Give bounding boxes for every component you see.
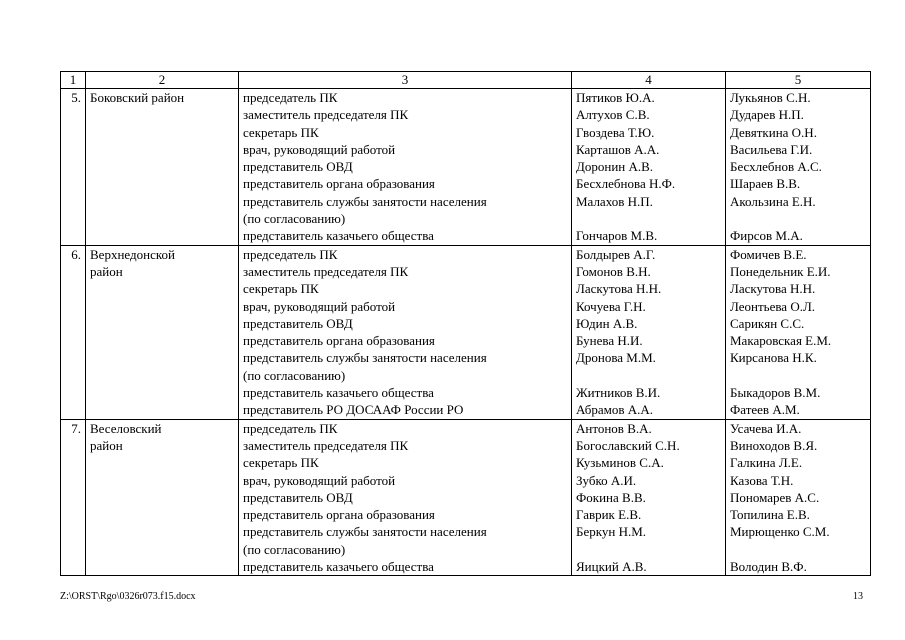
table-row: [61, 245, 871, 419]
role-list: [239, 419, 572, 576]
role-list-line: заместитель председателя ПК: [243, 107, 409, 123]
role-list-line: заместитель председателя ПК: [243, 263, 409, 279]
district-name: [86, 89, 239, 246]
reserve-member-list-line: Сарикян С.С.: [730, 315, 805, 331]
role-list-line: представитель казачьего общества: [243, 228, 434, 244]
commission-table: [60, 71, 871, 576]
role-list: [239, 89, 572, 246]
district-name-line: Боковский район: [90, 90, 185, 105]
role-list: [239, 245, 572, 419]
main-member-list: [572, 419, 726, 576]
role-list-line: представитель казачьего общества: [243, 559, 434, 575]
reserve-member-list-line: Галкина Л.Е.: [730, 455, 803, 471]
main-member-list-line: Гомонов В.Н.: [576, 263, 651, 279]
role-list-line: представитель РО ДОСААФ России РО: [243, 402, 464, 418]
role-list-line: представитель органа образования: [243, 333, 435, 349]
header-cell-2: 2: [86, 72, 239, 89]
main-member-list-line: Бесхлебнова Н.Ф.: [576, 176, 676, 192]
main-member-list-line: Абрамов А.А.: [576, 402, 654, 418]
role-list-line: секретарь ПК: [243, 124, 319, 140]
role-list-line: председатель ПК: [243, 246, 338, 262]
reserve-member-list-line: Шараев В.В.: [730, 176, 801, 192]
reserve-member-list-line: [730, 541, 866, 558]
role-list-line: секретарь ПК: [243, 455, 319, 471]
row-number: 7.: [61, 419, 86, 576]
main-member-list: [572, 89, 726, 246]
main-member-list-line: Зубко А.И.: [576, 472, 637, 488]
reserve-member-list-line: Быкадоров В.М.: [730, 385, 821, 401]
role-list-line: представитель органа образования: [243, 507, 435, 523]
main-member-list-line: Яицкий А.В.: [576, 559, 647, 575]
header-cell-1: 1: [61, 72, 86, 89]
reserve-member-list-line: Володин В.Ф.: [730, 559, 807, 575]
role-list-line: председатель ПК: [243, 90, 338, 105]
main-member-list: [572, 245, 726, 419]
role-list-line: представитель ОВД: [243, 489, 353, 505]
main-member-list-line: Богославский С.Н.: [576, 437, 680, 453]
district-name-line: Верхнедонской: [90, 246, 175, 262]
main-member-list-line: Кузьминов С.А.: [576, 455, 664, 471]
header-cell-4: 4: [572, 72, 726, 89]
main-member-list-line: Беркун Н.М.: [576, 524, 647, 540]
reserve-member-list-line: Дударев Н.П.: [730, 107, 804, 123]
district-name: [86, 419, 239, 576]
main-member-list-line: [576, 210, 721, 227]
row-number: 6.: [61, 245, 86, 419]
main-member-list-line: Карташов А.А.: [576, 141, 660, 157]
main-member-list-line: [576, 367, 721, 384]
reserve-member-list-line: Топилина Е.В.: [730, 507, 810, 523]
main-member-list-line: Кочуева Г.Н.: [576, 298, 646, 314]
reserve-member-list-line: Лукьянов С.Н.: [730, 90, 811, 105]
role-list-line: представитель службы занятости населения: [243, 350, 487, 366]
reserve-member-list: [726, 89, 871, 246]
main-member-list-line: Фокина В.В.: [576, 489, 646, 505]
district-name: [86, 245, 239, 419]
reserve-member-list-line: Макаровская Е.М.: [730, 333, 832, 349]
role-list-line: представитель службы занятости населения: [243, 193, 487, 209]
reserve-member-list-line: Виноходов В.Я.: [730, 437, 818, 453]
reserve-member-list: [726, 245, 871, 419]
reserve-member-list-line: Пономарев А.С.: [730, 489, 820, 505]
district-name-line: район: [90, 263, 123, 279]
role-list-line: представитель казачьего общества: [243, 385, 434, 401]
main-member-list-line: Гаврик Е.В.: [576, 507, 642, 523]
main-member-list-line: [576, 541, 721, 558]
reserve-member-list-line: Ласкутова Н.Н.: [730, 281, 816, 297]
reserve-member-list-line: Леонтьева О.Л.: [730, 298, 816, 314]
main-member-list-line: Житников В.И.: [576, 385, 661, 401]
footer-file-path: Z:\ORST\Rgo\0326r073.f15.docx: [60, 591, 196, 602]
role-list-line: врач, руководящий работой: [243, 472, 396, 488]
role-list-line: представитель службы занятости населения: [243, 524, 487, 540]
table-body: [61, 72, 871, 576]
main-member-list-line: Юдин А.В.: [576, 315, 638, 331]
main-member-list-line: Бунева Н.И.: [576, 333, 643, 349]
reserve-member-list-line: Фирсов М.А.: [730, 228, 803, 244]
main-member-list-line: Пятиков Ю.А.: [576, 90, 655, 105]
role-list-line: (по согласованию): [243, 211, 346, 227]
role-list-line: представитель ОВД: [243, 315, 353, 331]
district-name-line: район: [90, 437, 123, 453]
reserve-member-list-line: Васильева Г.И.: [730, 141, 813, 157]
header-row: [61, 72, 871, 89]
reserve-member-list-line: [730, 210, 866, 227]
reserve-member-list-line: Мирющенко С.М.: [730, 524, 830, 540]
main-member-list-line: Малахов Н.П.: [576, 193, 653, 209]
main-member-list-line: Доронин А.В.: [576, 159, 654, 175]
main-member-list-line: Гончаров М.В.: [576, 228, 658, 244]
reserve-member-list-line: Казова Т.Н.: [730, 472, 794, 488]
reserve-member-list-line: Бесхлебнов А.С.: [730, 159, 822, 175]
main-member-list-line: Гвоздева Т.Ю.: [576, 124, 655, 140]
role-list-line: представитель ОВД: [243, 159, 353, 175]
main-member-list-line: Антонов В.А.: [576, 420, 652, 436]
reserve-member-list-line: [730, 367, 866, 384]
table-row: [61, 419, 871, 576]
row-number: 5.: [61, 89, 86, 246]
role-list-line: секретарь ПК: [243, 281, 319, 297]
footer-page-number: 13: [853, 591, 863, 602]
reserve-member-list-line: Фатеев А.М.: [730, 402, 800, 418]
main-member-list-line: Болдырев А.Г.: [576, 246, 656, 262]
reserve-member-list-line: Девяткина О.Н.: [730, 124, 817, 140]
reserve-member-list: [726, 419, 871, 576]
main-member-list-line: Ласкутова Н.Н.: [576, 281, 662, 297]
role-list-line: председатель ПК: [243, 420, 338, 436]
district-name-line: Веселовский: [90, 420, 162, 436]
reserve-member-list-line: Кирсанова Н.К.: [730, 350, 817, 366]
table-row: [61, 89, 871, 246]
role-list-line: представитель органа образования: [243, 176, 435, 192]
header-cell-3: 3: [239, 72, 572, 89]
main-member-list-line: Дронова М.М.: [576, 350, 656, 366]
role-list-line: врач, руководящий работой: [243, 298, 396, 314]
role-list-line: врач, руководящий работой: [243, 141, 396, 157]
main-member-list-line: Алтухов С.В.: [576, 107, 650, 123]
reserve-member-list-line: Усачева И.А.: [730, 420, 802, 436]
role-list-line: заместитель председателя ПК: [243, 437, 409, 453]
role-list-line: (по согласованию): [243, 541, 346, 557]
reserve-member-list-line: Фомичев В.Е.: [730, 246, 807, 262]
reserve-member-list-line: Понедельник Е.И.: [730, 263, 831, 279]
role-list-line: (по согласованию): [243, 367, 346, 383]
header-cell-5: 5: [726, 72, 871, 89]
reserve-member-list-line: Акользина Е.Н.: [730, 193, 816, 209]
